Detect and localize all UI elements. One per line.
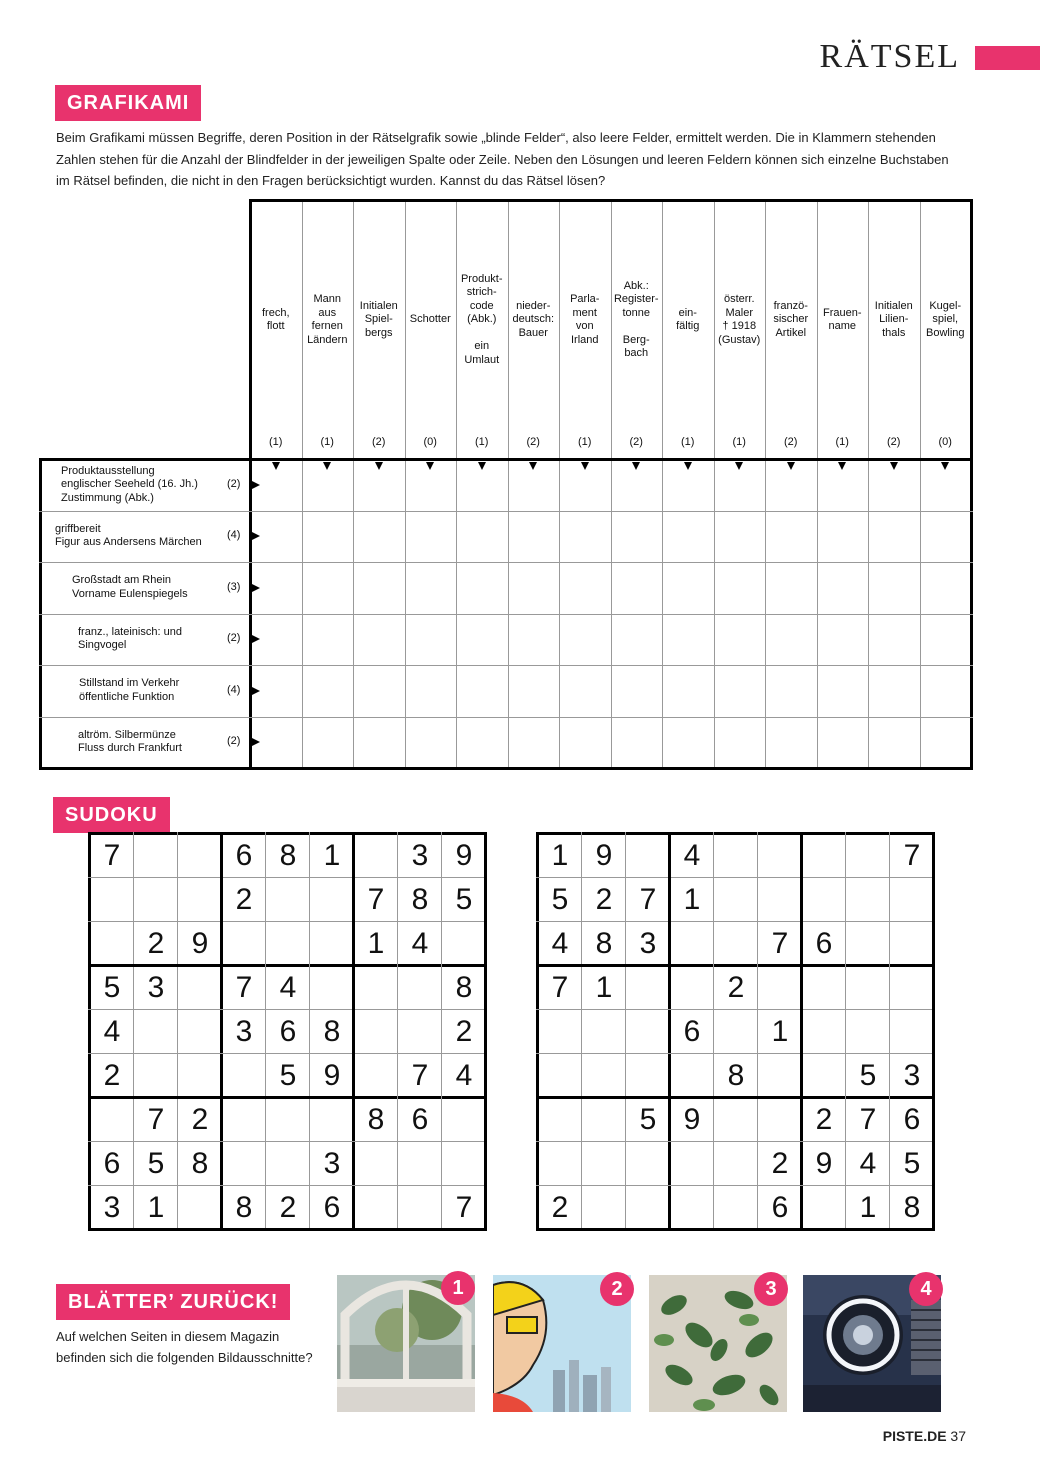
grid-vline bbox=[405, 199, 406, 768]
sudoku-cell[interactable] bbox=[134, 834, 178, 878]
sudoku-cell[interactable]: 9 bbox=[323, 1059, 341, 1092]
arrow-down-icon bbox=[478, 462, 486, 470]
grid-vline bbox=[765, 199, 766, 768]
arrow-down-icon bbox=[890, 462, 898, 470]
sudoku-cell[interactable]: 5 bbox=[147, 1147, 165, 1180]
sudoku-cell[interactable]: 7 bbox=[639, 883, 657, 916]
grid-hline bbox=[39, 767, 973, 770]
column-blind-count: (1) bbox=[835, 436, 849, 448]
sudoku-cell[interactable] bbox=[846, 966, 890, 1010]
arrow-down-icon bbox=[272, 462, 280, 470]
sudoku-cell[interactable]: 3 bbox=[411, 839, 429, 872]
sudoku-cell[interactable] bbox=[310, 966, 354, 1010]
sudoku-cell[interactable]: 2 bbox=[727, 971, 745, 1004]
sudoku-cell[interactable]: 6 bbox=[323, 1191, 341, 1224]
sudoku-cell[interactable]: 5 bbox=[455, 883, 473, 916]
sudoku-cell[interactable] bbox=[670, 1054, 714, 1098]
arrow-right-icon bbox=[252, 584, 260, 592]
grid-vline bbox=[508, 199, 509, 768]
sudoku-cell[interactable]: 6 bbox=[411, 1103, 429, 1136]
sudoku-cell[interactable] bbox=[310, 922, 354, 966]
sudoku-cell[interactable] bbox=[134, 878, 178, 922]
sudoku-cell[interactable] bbox=[354, 834, 398, 878]
row-clue: franz., lateinisch: und Singvogel bbox=[78, 625, 182, 652]
sudoku-cell[interactable]: 2 bbox=[771, 1147, 789, 1180]
row-clue: altröm. Silbermünze Fluss durch Frankfurt bbox=[78, 728, 182, 755]
sudoku-cell[interactable] bbox=[266, 878, 310, 922]
column-clue: franzö- sischer Artikel bbox=[773, 299, 809, 339]
sudoku-cell[interactable] bbox=[846, 834, 890, 878]
sudoku-cell[interactable]: 6 bbox=[771, 1191, 789, 1224]
grid-hline bbox=[39, 562, 973, 563]
sudoku-cell[interactable] bbox=[714, 922, 758, 966]
sudoku-cell[interactable] bbox=[670, 1186, 714, 1230]
sudoku-cell[interactable]: 4 bbox=[411, 927, 429, 960]
sudoku-cell[interactable] bbox=[890, 1010, 934, 1054]
sudoku-cell[interactable]: 6 bbox=[903, 1103, 921, 1136]
sudoku-cell[interactable]: 4 bbox=[455, 1059, 473, 1092]
sudoku-cell[interactable]: 1 bbox=[323, 839, 341, 872]
sudoku-cell[interactable] bbox=[90, 878, 134, 922]
sudoku-cell[interactable]: 8 bbox=[367, 1103, 385, 1136]
sudoku-cell[interactable]: 1 bbox=[147, 1191, 165, 1224]
column-clue: Frauen- name bbox=[822, 306, 862, 332]
sudoku-cell[interactable] bbox=[582, 1098, 626, 1142]
column-blind-count: (1) bbox=[578, 436, 592, 448]
sudoku-cell[interactable]: 7 bbox=[455, 1191, 473, 1224]
sudoku-cell[interactable] bbox=[846, 878, 890, 922]
sudoku-cell[interactable] bbox=[802, 1010, 846, 1054]
sudoku-cell[interactable]: 9 bbox=[455, 839, 473, 872]
sudoku-cell[interactable] bbox=[626, 1010, 670, 1054]
sudoku-cell[interactable]: 3 bbox=[103, 1191, 121, 1224]
arrow-down-icon bbox=[426, 462, 434, 470]
grid-vline bbox=[817, 199, 818, 768]
sudoku-cell[interactable]: 7 bbox=[147, 1103, 165, 1136]
column-blind-count: (2) bbox=[372, 436, 386, 448]
sudoku-cell[interactable] bbox=[714, 1142, 758, 1186]
grid-header-separator bbox=[39, 458, 973, 461]
sudoku-cell[interactable] bbox=[90, 1098, 134, 1142]
sudoku-cell[interactable] bbox=[354, 1142, 398, 1186]
sudoku-cell[interactable] bbox=[222, 1142, 266, 1186]
column-clue: Abk.: Register- tonne Berg- bach bbox=[613, 279, 659, 359]
sudoku-cell[interactable] bbox=[890, 922, 934, 966]
badge-1: 1 bbox=[441, 1271, 475, 1305]
sudoku-cell[interactable]: 7 bbox=[859, 1103, 877, 1136]
sudoku-cell[interactable]: 1 bbox=[771, 1015, 789, 1048]
row-clue: griffbereit Figur aus Andersens Märchen bbox=[55, 522, 202, 549]
column-clue: österr. Maler † 1918 (Gustav) bbox=[718, 293, 761, 346]
sudoku-cell[interactable]: 7 bbox=[103, 839, 121, 872]
sudoku-cell[interactable] bbox=[582, 1142, 626, 1186]
sudoku-cell[interactable] bbox=[758, 1098, 802, 1142]
sudoku-cell[interactable]: 6 bbox=[815, 927, 833, 960]
footer-site: PISTE.DE bbox=[882, 1428, 947, 1444]
sudoku-cell[interactable]: 5 bbox=[859, 1059, 877, 1092]
sudoku-cell[interactable] bbox=[846, 1010, 890, 1054]
sudoku-cell[interactable] bbox=[802, 878, 846, 922]
sudoku-cell[interactable]: 3 bbox=[235, 1015, 253, 1048]
sudoku-cell[interactable] bbox=[670, 966, 714, 1010]
sudoku-cell[interactable] bbox=[354, 1054, 398, 1098]
sudoku-cell[interactable] bbox=[266, 1142, 310, 1186]
sudoku-cell[interactable]: 2 bbox=[455, 1015, 473, 1048]
grafikami-grid bbox=[39, 199, 977, 769]
sudoku-cell[interactable]: 1 bbox=[859, 1191, 877, 1224]
sudoku-cell[interactable] bbox=[398, 1010, 442, 1054]
badge-3: 3 bbox=[754, 1272, 788, 1306]
sudoku-grid-1 bbox=[89, 833, 487, 1231]
sudoku-cell[interactable] bbox=[354, 966, 398, 1010]
column-blind-count: (2) bbox=[784, 436, 798, 448]
sudoku-grid-2 bbox=[537, 833, 935, 1231]
grid-hline bbox=[39, 717, 973, 718]
sudoku-cell[interactable]: 5 bbox=[639, 1103, 657, 1136]
sudoku-cell[interactable] bbox=[538, 1098, 582, 1142]
grid-vline bbox=[714, 199, 715, 768]
blaetter-tag: BLÄTTER’ ZURÜCK! bbox=[56, 1284, 290, 1320]
arrow-down-icon bbox=[323, 462, 331, 470]
sudoku-cell[interactable]: 8 bbox=[455, 971, 473, 1004]
sudoku-cell[interactable]: 7 bbox=[771, 927, 789, 960]
sudoku-cell[interactable] bbox=[134, 1054, 178, 1098]
sudoku-cell[interactable] bbox=[582, 1054, 626, 1098]
row-clue: Großstadt am Rhein Vorname Eulenspiegels bbox=[72, 574, 188, 600]
sudoku-cell[interactable]: 5 bbox=[279, 1059, 297, 1092]
column-clue: Mann aus fernen Ländern bbox=[307, 293, 348, 346]
badge-4: 4 bbox=[909, 1272, 943, 1306]
row-blind-count: (3) bbox=[227, 580, 241, 593]
sudoku-cell[interactable] bbox=[398, 1142, 442, 1186]
arrow-right-icon bbox=[252, 738, 260, 746]
sudoku-cell[interactable] bbox=[802, 1186, 846, 1230]
sudoku-cell[interactable] bbox=[354, 1010, 398, 1054]
sudoku-cell[interactable]: 1 bbox=[551, 839, 569, 872]
sudoku-cell[interactable] bbox=[626, 834, 670, 878]
arrow-down-icon bbox=[684, 462, 692, 470]
arrow-down-icon bbox=[529, 462, 537, 470]
sudoku-cell[interactable]: 3 bbox=[903, 1059, 921, 1092]
grid-vline bbox=[970, 199, 973, 768]
grid-top-border bbox=[250, 199, 973, 202]
sudoku-cell[interactable]: 2 bbox=[279, 1191, 297, 1224]
arrow-down-icon bbox=[735, 462, 743, 470]
arrow-down-icon bbox=[787, 462, 795, 470]
sudoku-cell[interactable]: 9 bbox=[595, 839, 613, 872]
row-blind-count: (2) bbox=[227, 632, 241, 645]
grid-vline bbox=[559, 199, 560, 768]
section-title: RÄTSEL bbox=[819, 38, 960, 75]
sudoku-cell[interactable]: 6 bbox=[683, 1015, 701, 1048]
sudoku-cell[interactable]: 9 bbox=[683, 1103, 701, 1136]
column-clue: Parla- ment von Irland bbox=[570, 293, 600, 346]
sudoku-cell[interactable]: 4 bbox=[103, 1015, 121, 1048]
sudoku-cell[interactable]: 3 bbox=[323, 1147, 341, 1180]
arrow-right-icon bbox=[252, 635, 260, 643]
sudoku-cell[interactable] bbox=[222, 1098, 266, 1142]
arrow-down-icon bbox=[581, 462, 589, 470]
sudoku-cell[interactable]: 7 bbox=[551, 971, 569, 1004]
grid-vline bbox=[353, 199, 354, 768]
sudoku-cell[interactable] bbox=[222, 1054, 266, 1098]
sudoku-cell[interactable] bbox=[802, 1054, 846, 1098]
arrow-right-icon bbox=[252, 532, 260, 540]
sudoku-cell[interactable]: 9 bbox=[815, 1147, 833, 1180]
sudoku-cell[interactable] bbox=[310, 878, 354, 922]
sudoku-cell[interactable] bbox=[266, 922, 310, 966]
sudoku-cell[interactable] bbox=[714, 878, 758, 922]
arrow-down-icon bbox=[838, 462, 846, 470]
footer bbox=[883, 1428, 966, 1444]
sudoku-cell[interactable]: 8 bbox=[727, 1059, 745, 1092]
sudoku-cell[interactable] bbox=[626, 1142, 670, 1186]
sudoku-cell[interactable]: 6 bbox=[279, 1015, 297, 1048]
row-blind-count: (4) bbox=[227, 683, 241, 696]
row-clue: Produktausstellung englischer Seeheld (16. Jh.) Zustimmung (Abk.) bbox=[61, 464, 198, 504]
sudoku-cell[interactable]: 2 bbox=[147, 927, 165, 960]
column-blind-count: (0) bbox=[423, 436, 437, 448]
column-clue: nieder- deutsch: Bauer bbox=[512, 299, 555, 339]
page-number: 37 bbox=[950, 1428, 966, 1444]
sudoku-cell[interactable]: 2 bbox=[191, 1103, 209, 1136]
sudoku-cell[interactable] bbox=[310, 1098, 354, 1142]
sudoku-tag: SUDOKU bbox=[53, 797, 170, 833]
grid-hline bbox=[39, 665, 973, 666]
sudoku-cell[interactable] bbox=[538, 1010, 582, 1054]
sudoku-cell[interactable] bbox=[442, 1098, 486, 1142]
sudoku-cell[interactable] bbox=[266, 1098, 310, 1142]
sudoku-cell[interactable]: 7 bbox=[903, 839, 921, 872]
sudoku-cell[interactable]: 1 bbox=[595, 971, 613, 1004]
sudoku-cell[interactable]: 5 bbox=[551, 883, 569, 916]
arrow-right-icon bbox=[252, 481, 260, 489]
arrow-down-icon bbox=[632, 462, 640, 470]
sudoku-cell[interactable] bbox=[178, 1010, 222, 1054]
sudoku-cell[interactable] bbox=[582, 1010, 626, 1054]
row-blind-count: (4) bbox=[227, 529, 241, 542]
sudoku-cell[interactable]: 3 bbox=[147, 971, 165, 1004]
sudoku-cell[interactable]: 4 bbox=[279, 971, 297, 1004]
sudoku-cell[interactable] bbox=[670, 922, 714, 966]
sudoku-cell[interactable]: 2 bbox=[551, 1191, 569, 1224]
grid-vline bbox=[868, 199, 869, 768]
sudoku-cell[interactable]: 8 bbox=[235, 1191, 253, 1224]
sudoku-cell[interactable] bbox=[714, 1010, 758, 1054]
column-blind-count: (2) bbox=[629, 436, 643, 448]
sudoku-cell[interactable] bbox=[890, 966, 934, 1010]
sudoku-cell[interactable]: 8 bbox=[411, 883, 429, 916]
column-clue: ein- fältig bbox=[676, 306, 700, 332]
column-blind-count: (2) bbox=[526, 436, 540, 448]
sudoku-cell[interactable] bbox=[670, 1142, 714, 1186]
row-blind-count: (2) bbox=[227, 735, 241, 748]
sudoku-cell[interactable] bbox=[714, 1098, 758, 1142]
sudoku-cell[interactable]: 7 bbox=[367, 883, 385, 916]
sudoku-cell[interactable]: 4 bbox=[683, 839, 701, 872]
grafikami-intro: Beim Grafikami müssen Begriffe, deren Position in der Rätselgrafik sowie „blinde Felder“, also leere Felder, ermittelt werden. Die in Klammern stehenden Zahlen stehen für die Anzahl der Blindfelder in der jeweiligen Spalte oder Zeile. Neben den Lösungen und leeren Feldern können sich einzelne Buchstaben im Rätsel befinden, die nicht in den Fragen berücksichtigt wurden. Kannst du das Rätsel lösen? bbox=[56, 130, 949, 188]
sudoku-cell[interactable]: 1 bbox=[683, 883, 701, 916]
column-clue: Initialen Spiel- bergs bbox=[359, 299, 398, 339]
row-blind-count: (2) bbox=[227, 477, 241, 490]
sudoku-cell[interactable] bbox=[758, 966, 802, 1010]
column-clue: Produkt- strich- code (Abk.) ein Umlaut bbox=[460, 272, 503, 366]
sudoku-cell[interactable]: 9 bbox=[191, 927, 209, 960]
sudoku-cell[interactable]: 2 bbox=[235, 883, 253, 916]
sudoku-cell[interactable]: 5 bbox=[903, 1147, 921, 1180]
column-blind-count: (0) bbox=[938, 436, 952, 448]
sudoku-cell[interactable] bbox=[714, 834, 758, 878]
sudoku-cell[interactable] bbox=[582, 1186, 626, 1230]
arrow-right-icon bbox=[252, 687, 260, 695]
sudoku-cell[interactable] bbox=[846, 922, 890, 966]
sudoku-cell[interactable] bbox=[626, 966, 670, 1010]
sudoku-cell[interactable] bbox=[178, 966, 222, 1010]
sudoku-cell[interactable]: 4 bbox=[551, 927, 569, 960]
column-blind-count: (1) bbox=[269, 436, 283, 448]
sudoku-cell[interactable] bbox=[442, 922, 486, 966]
sudoku-cell[interactable]: 8 bbox=[903, 1191, 921, 1224]
sudoku-cell[interactable]: 3 bbox=[639, 927, 657, 960]
sudoku-cell[interactable]: 2 bbox=[103, 1059, 121, 1092]
grid-hline bbox=[39, 614, 973, 615]
sudoku-cell[interactable] bbox=[354, 1186, 398, 1230]
badge-2: 2 bbox=[600, 1272, 634, 1306]
sudoku-cell[interactable] bbox=[538, 1054, 582, 1098]
sudoku-cell[interactable]: 8 bbox=[279, 839, 297, 872]
sudoku-cell[interactable]: 2 bbox=[595, 883, 613, 916]
sudoku-cell[interactable]: 6 bbox=[103, 1147, 121, 1180]
sudoku-cell[interactable]: 5 bbox=[103, 971, 121, 1004]
column-blind-count: (1) bbox=[475, 436, 489, 448]
sudoku-cell[interactable] bbox=[626, 1186, 670, 1230]
column-blind-count: (2) bbox=[887, 436, 901, 448]
column-clue: Kugel- spiel, Bowling bbox=[925, 299, 965, 339]
sudoku-cell[interactable]: 7 bbox=[411, 1059, 429, 1092]
sudoku-cell[interactable] bbox=[802, 834, 846, 878]
grid-vline bbox=[302, 199, 303, 768]
sudoku-cell[interactable]: 4 bbox=[859, 1147, 877, 1180]
sudoku-cell[interactable] bbox=[442, 1142, 486, 1186]
column-blind-count: (1) bbox=[681, 436, 695, 448]
sudoku-cell[interactable] bbox=[134, 1010, 178, 1054]
sudoku-cell[interactable] bbox=[178, 1186, 222, 1230]
column-blind-count: (1) bbox=[732, 436, 746, 448]
sudoku-cell[interactable] bbox=[626, 1054, 670, 1098]
grid-vline bbox=[920, 199, 921, 768]
sudoku-cell[interactable] bbox=[222, 922, 266, 966]
sudoku-cell[interactable]: 6 bbox=[235, 839, 253, 872]
sudoku-cell[interactable]: 7 bbox=[235, 971, 253, 1004]
sudoku-cell[interactable] bbox=[90, 922, 134, 966]
sudoku-cell[interactable] bbox=[178, 834, 222, 878]
sudoku-cell[interactable] bbox=[758, 834, 802, 878]
grafikami-tag: GRAFIKAMI bbox=[55, 85, 201, 121]
sudoku-cell[interactable]: 2 bbox=[815, 1103, 833, 1136]
row-clue: Stillstand im Verkehr öffentliche Funktion bbox=[79, 677, 180, 703]
column-clue: frech, flott bbox=[261, 306, 290, 332]
arrow-down-icon bbox=[375, 462, 383, 470]
grid-hline bbox=[39, 511, 973, 512]
sudoku-cell[interactable] bbox=[178, 878, 222, 922]
sudoku-cell[interactable] bbox=[758, 878, 802, 922]
column-clue: Initialen Lilien- thals bbox=[874, 299, 913, 339]
sudoku-cell[interactable]: 8 bbox=[595, 927, 613, 960]
sudoku-cell[interactable] bbox=[714, 1186, 758, 1230]
sudoku-cell[interactable] bbox=[802, 966, 846, 1010]
section-accent-bar bbox=[975, 46, 1040, 70]
sudoku-cell[interactable] bbox=[758, 1054, 802, 1098]
sudoku-cell[interactable] bbox=[178, 1054, 222, 1098]
sudoku-cell[interactable] bbox=[538, 1142, 582, 1186]
arrow-down-icon bbox=[941, 462, 949, 470]
sudoku-cell[interactable] bbox=[398, 966, 442, 1010]
sudoku-cell[interactable]: 8 bbox=[323, 1015, 341, 1048]
column-blind-count: (1) bbox=[320, 436, 334, 448]
sudoku-cell[interactable] bbox=[398, 1186, 442, 1230]
grid-vline bbox=[662, 199, 663, 768]
sudoku-cell[interactable]: 8 bbox=[191, 1147, 209, 1180]
column-clue: Schotter bbox=[409, 313, 451, 326]
sudoku-cell[interactable] bbox=[890, 878, 934, 922]
blaetter-text: Auf welchen Seiten in diesem Magazin befinden sich die folgenden Bildausschnitte? bbox=[56, 1329, 313, 1365]
sudoku-cell[interactable]: 1 bbox=[367, 927, 385, 960]
